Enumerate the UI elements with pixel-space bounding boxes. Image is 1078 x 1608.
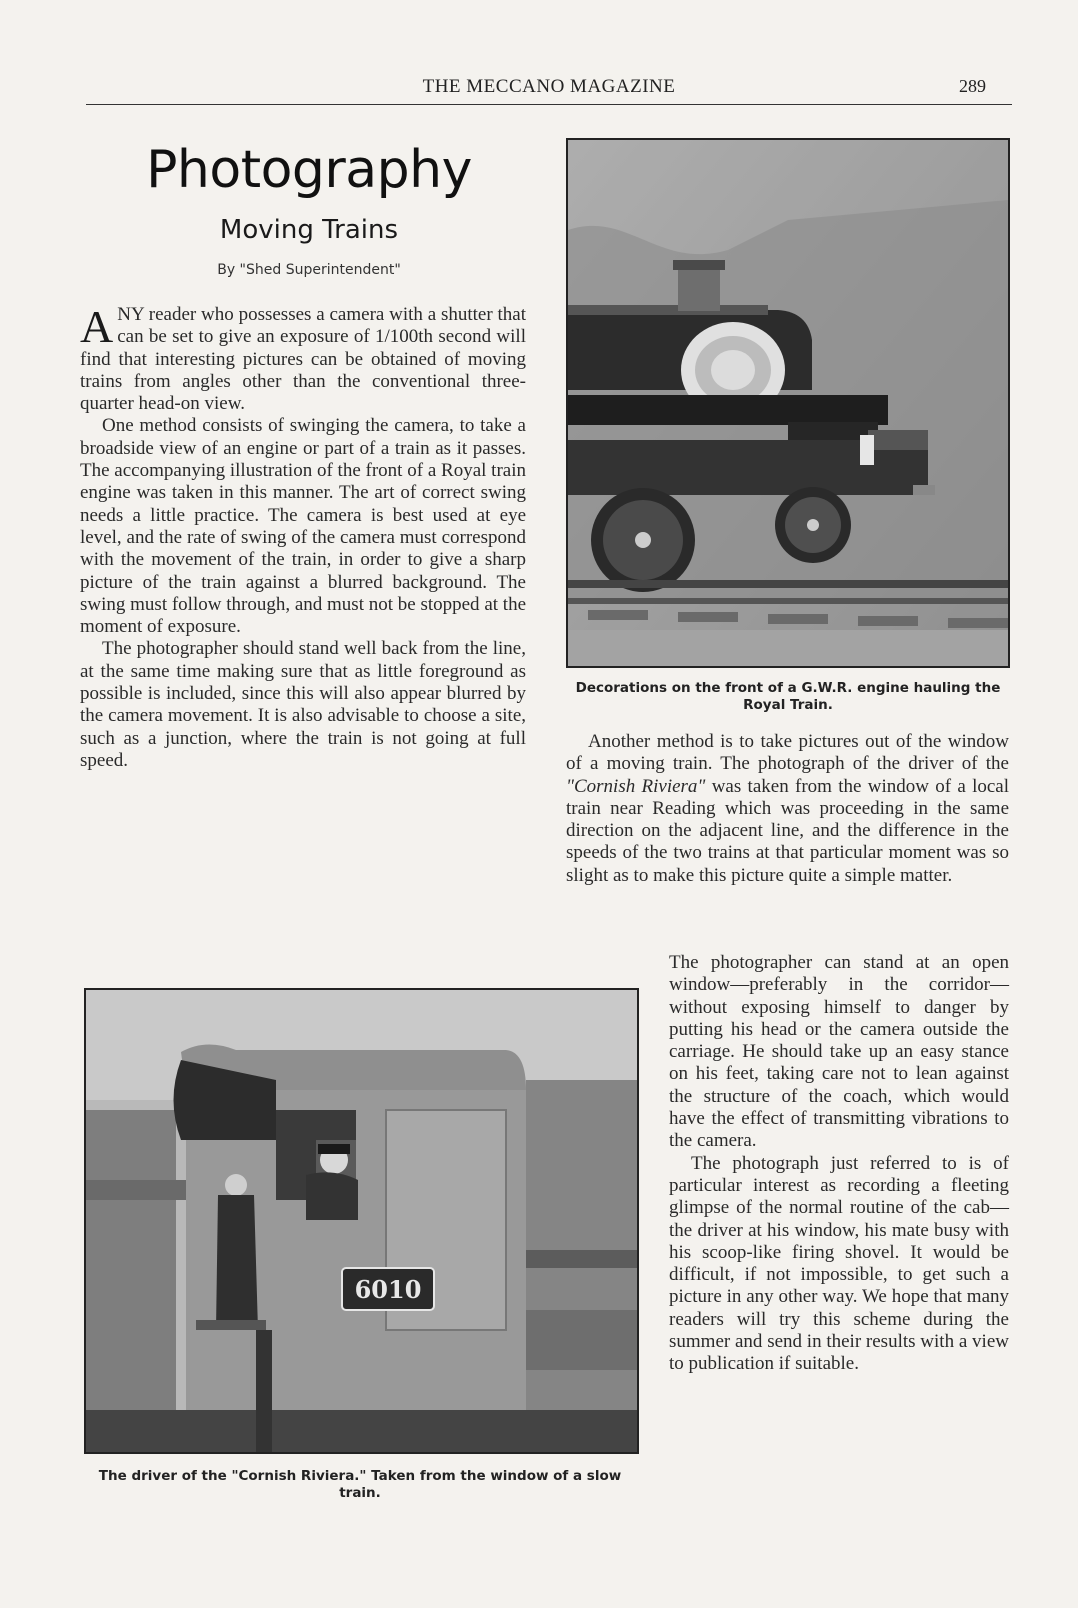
royal-train-engine-photo	[566, 138, 1010, 668]
paragraph-1: ANY reader who possesses a camera with a shutter that can be set to give an exposure of 1/100th second will find that interesting pictures can be obtained of moving trains from angles other than the conventional three-quarter head-on view.	[80, 301, 526, 415]
paragraph-3: The photographer should stand well back from the line, at the same time making sure that as little foreground as possible is included, since this will also appear blurred by the camera movement. It is also advisable to choose a site, such as a junction, where the train is not going at full speed.	[80, 638, 526, 771]
engine-front-illustration	[568, 140, 1008, 666]
article-byline: By "Shed Superintendent"	[217, 262, 401, 278]
running-header	[86, 74, 1012, 105]
page-number: 289	[959, 76, 986, 96]
left-column-text	[80, 301, 526, 772]
cab-driver-illustration	[86, 990, 637, 1452]
magazine-title: THE MECCANO MAGAZINE	[422, 76, 676, 97]
paragraph-5: The photograph just referred to is of particular interest as recording a fleeting glimpse of the normal routine of the cab—the driver at his window, his mate busy with his scoop-like firing shovel. It would be difficult, if not impossible, to get such a picture in any other way. We hope that many readers will try this scheme during the summer and send in their results with a view to publication if suitable.	[669, 1152, 1009, 1375]
right-column-text-top	[566, 731, 1009, 887]
photo1-caption: Decorations on the front of a G.W.R. engine hauling the Royal Train.	[575, 680, 1001, 713]
photo2-caption: The driver of the "Cornish Riviera." Taken from the window of a slow train.	[98, 1468, 622, 1501]
right-column-text-bottom	[669, 952, 1009, 1376]
engine-number-plate: 6010	[354, 1275, 422, 1304]
paragraph-4-continued: The photographer can stand at an open window—preferably in the corridor—without exposing himself to danger by putting his head or the camera outside the carriage. He should take up an easy stance on his feet, taking care not to lean against the structure of the coach, which would have the effect of transmitting vibrations to the camera.	[669, 952, 1009, 1152]
article-title: Photography	[146, 140, 472, 200]
paragraph-4: Another method is to take pictures out of the window of a moving train. The photograph of the driver of the "Cornish Riviera" was taken from the window of a local train near Reading which was proceeding in the same direction on the adjacent line, and the difference in the speeds of the two trains at that particular moment was so slight as to make this picture quite a simple matter.	[566, 731, 1009, 886]
paragraph-2: One method consists of swinging the camera, to take a broadside view of an engine or part of a train as it passes. The accompanying illustration of the front of a Royal train engine was taken in this manner. The art of correct swing needs a little practice. The camera is best used at eye level, and the rate of swing of the camera must correspond with the movement of the train, in order to give a sharp picture of the train against a blurred background. The swing must follow through, and must not be stopped at the moment of exposure.	[80, 415, 526, 638]
cornish-riviera-driver-photo	[84, 988, 639, 1454]
article-subtitle: Moving Trains	[219, 215, 399, 245]
drop-cap: A	[80, 301, 114, 352]
